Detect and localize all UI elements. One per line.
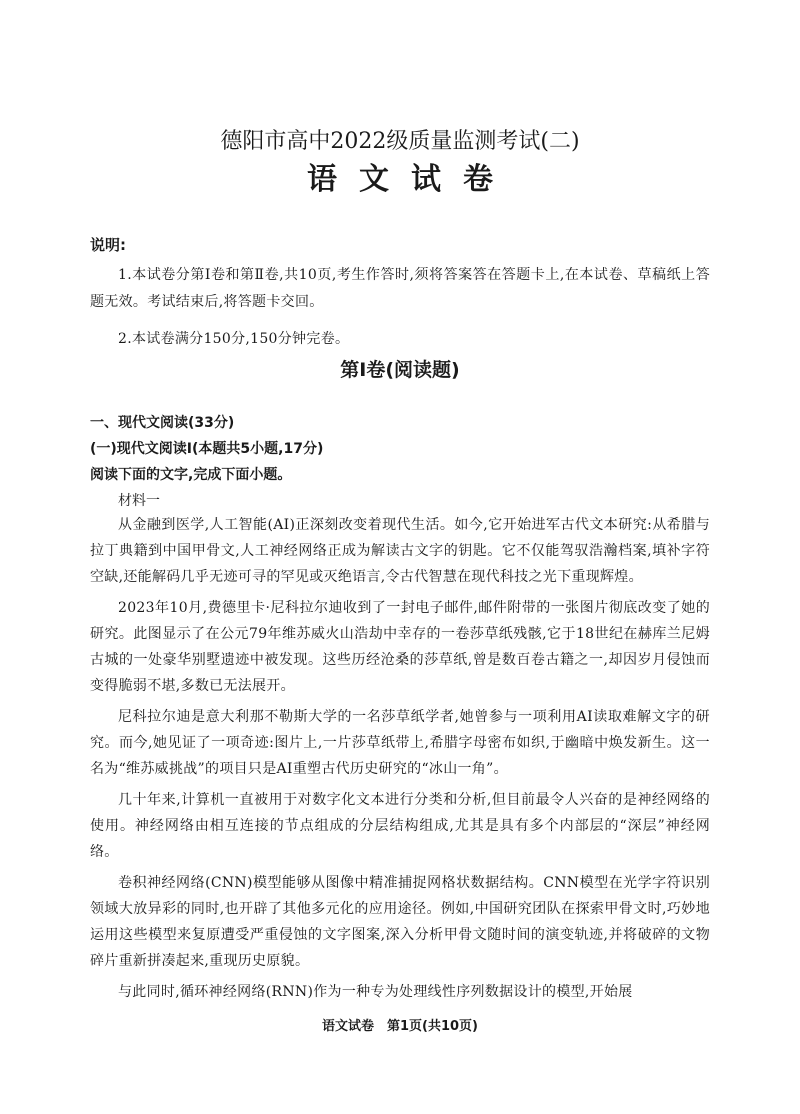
material-label: 材料一: [118, 493, 160, 509]
reading-instruction: 阅读下面的文字,完成下面小题。: [90, 467, 292, 483]
paragraph: 与此同时,循环神经网络(RNN)作为一种专为处理线性序列数据设计的模型,开始展: [118, 984, 633, 1000]
instructions-heading: 说明:: [90, 236, 126, 254]
paragraph: 几十年来,计算机一直被用于对数字化文本进行分类和分析,但目前最令人兴奋的是神经网络的使用。神经网络由相互连接的节点组成的分层结构组成,尤其是具有多个内部层的“深层”神经网络。: [90, 792, 710, 860]
instructions-list: [90, 262, 710, 363]
subpart-heading: (一)现代文阅读Ⅰ(本题共5小题,17分): [90, 441, 324, 457]
page-footer: 语文试卷 第1页(共10页): [321, 1019, 479, 1034]
paragraph: 2023年10月,费德里卡·尼科拉尔迪收到了一封电子邮件,邮件附带的一张图片彻底改变了她的研究。此图显示了在公元79年维苏威火山浩劫中幸存的一卷莎草纸残骸,它于18世纪在赫库兰尼姆古城的一处豪华别墅遗迹中被发现。这些历经沧桑的莎草纸,曾是数百卷古籍之一,却因岁月侵蚀而变得脆弱不堪,多数已无法展开。: [90, 600, 710, 694]
exam-title: 德阳市高中2022级质量监测考试(二): [220, 129, 580, 154]
paragraph: 从金融到医学,人工智能(AI)正深刻改变着现代生活。如今,它开始进军古代文本研究:从希腊与拉丁典籍到中国甲骨文,人工神经网络正成为解读古文字的钥匙。它不仅能驾驭浩瀚档案,填补字符空缺,还能解码几乎无迹可寻的罕见或灭绝语言,令古代智慧在现代科技之光下重现辉煌。: [90, 517, 710, 585]
part-heading: 一、现代文阅读(33分): [90, 415, 235, 431]
subject-title: 语文试卷: [307, 162, 515, 197]
passage-body: [90, 512, 710, 1010]
instruction-item-2: 2.本试卷满分150分,150分钟完卷。: [118, 331, 350, 347]
paragraph: 尼科拉尔迪是意大利那不勒斯大学的一名莎草纸学者,她曾参与一项利用AI读取难解文字的研究。而今,她见证了一项奇迹:图片上,一片莎草纸带上,希腊字母密布如织,于幽暗中焕发新生。这一名为“维苏威挑战”的项目只是AI重塑古代历史研究的“冰山一角”。: [90, 709, 710, 777]
paragraph: 卷积神经网络(CNN)模型能够从图像中精准捕捉网格状数据结构。CNN模型在光学字符识别领域大放异彩的同时,也开辟了其他多元化的应用途径。例如,中国研究团队在探索甲骨文时,巧妙地运用这些模型来复原遭受严重侵蚀的文字图案,深入分析甲骨文随时间的演变轨迹,并将破碎的文物碎片重新拼凑起来,重现历史原貌。: [90, 875, 710, 969]
section-subheads: [90, 410, 710, 488]
section-title: 第Ⅰ卷(阅读题): [340, 359, 460, 381]
instruction-item-1: 1.本试卷分第Ⅰ卷和第Ⅱ卷,共10页,考生作答时,须将答案答在答题卡上,在本试卷、草稿纸上答题无效。考试结束后,将答题卡交回。: [90, 267, 710, 310]
